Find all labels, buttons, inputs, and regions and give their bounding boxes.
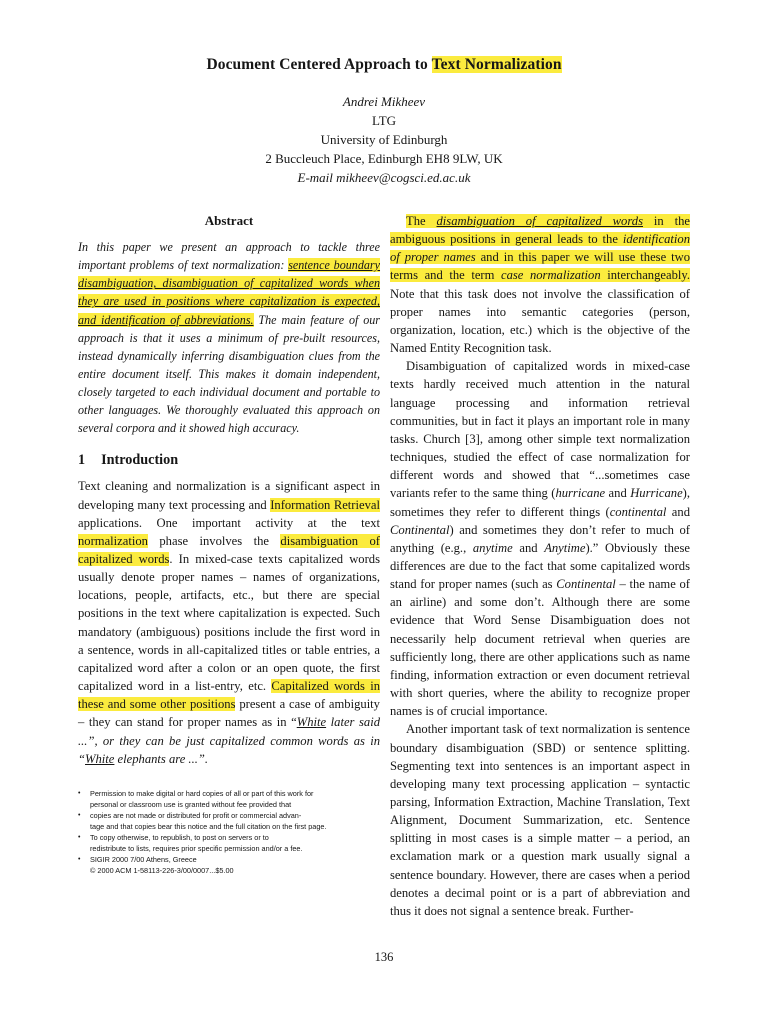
bullet-mark: • xyxy=(78,833,81,841)
highlight: identification of proper names xyxy=(390,232,690,265)
highlight: case normalization xyxy=(501,268,601,283)
example-text: later said ...”, or they can be just capitalized common words as in “ xyxy=(78,715,380,766)
footnote-line: Permission to make digital or hard copies of all or part of this work for xyxy=(90,788,314,798)
footnote-line: copies are not made or distributed for profit or commercial advan- xyxy=(90,810,302,820)
text-run: Note that this task does not involve the classification of proper names into semantic categories (person, organization, location, etc.) which is the objective of the Named Entity Recognition task. xyxy=(390,286,690,356)
author-name: Andrei Mikheev xyxy=(342,94,426,109)
footnote-line: tage and that copies bear this notice and the full citation on the first page. xyxy=(90,821,327,831)
text-run: present a case of ambiguity – they can stand for proper names as in “ xyxy=(78,697,380,730)
example-word: Continental xyxy=(390,522,450,537)
page-number: 136 xyxy=(374,950,394,964)
intro-paragraph xyxy=(78,477,380,768)
abstract-heading: Abstract xyxy=(204,213,254,228)
body-paragraph xyxy=(390,212,690,357)
affiliation-line: LTG xyxy=(371,113,397,128)
example-word: continental xyxy=(609,504,667,519)
highlight: disambiguation of capitalized words xyxy=(78,533,380,566)
example-word: White xyxy=(296,715,327,730)
text-run: applications. One important activity at the text xyxy=(78,515,380,530)
body-paragraph: Another important task of text normalization is sentence boundary disambiguation (SBD) or sentence splitting. Segmenting text into sentences is an important aspect in developing many text processing application – syntactic parsing, Information Extraction, Machine Translation, Text Alignment, Document Summarization, etc. Sentence splitting in most cases is a simple matter – a period, an exclamation mark or a question mark usually signal a sentence boundary. However, there are cases when a period denotes a decimal point or is a part of abbreviation and thus it does not signal a sentence break. Further- xyxy=(390,722,690,918)
author-email: E-mail mikheev@cogsci.ed.ac.uk xyxy=(297,170,471,185)
footnote-line: SIGIR 2000 7/00 Athens, Greece xyxy=(90,854,197,864)
text-run: and xyxy=(605,486,631,501)
footnote-line: redistribute to lists, requires prior specific permission and/or a fee. xyxy=(90,843,303,853)
highlight: disambiguation of capitalized words xyxy=(436,214,643,228)
text-run: – the name of an airline) and some don’t. Although there are some evidence that Word Sense Disambiguation does not necessarily help document retrieval when queries are sufficiently long, there are other applications such as name finding, information extraction or even document retrieval with short queries, where the ability to recognize proper names is of crucial importance. xyxy=(390,577,691,719)
title-text: Document Centered Approach to xyxy=(206,56,432,73)
example-word: Anytime xyxy=(544,540,586,555)
author-block xyxy=(0,92,768,187)
text-run: phase involves the xyxy=(147,533,281,548)
example-text: elephants are ...”. xyxy=(114,751,209,766)
abstract-text: The main feature of our approach is that it uses a minimum of pre-built resources, instead dynamically inferring disambiguation clues from the entire document itself. This makes it domain independent, closely targeted to each individual document and portable to other languages. We thoroughly evaluated this approach on several corpora and it showed high accuracy. xyxy=(78,312,380,436)
text-run: ).” Obviously these differences are due to the fact that some capitalized words stand for proper names (such as xyxy=(390,540,690,592)
text-run: Text cleaning and normalization is a significant aspect in developing many text processing and xyxy=(78,479,380,512)
footnote-line: personal or classroom use is granted without fee provided that xyxy=(90,799,292,809)
footnote-line: © 2000 ACM 1-58113-226-3/00/0007...$5.00 xyxy=(90,865,234,875)
section-heading xyxy=(78,451,380,469)
bullet-mark: • xyxy=(78,855,81,863)
text-run: and xyxy=(512,540,545,555)
paper-title xyxy=(0,56,768,74)
section-number: 1 xyxy=(78,452,86,469)
example-word: Hurricane xyxy=(630,486,683,501)
left-column xyxy=(78,212,380,876)
section-title: Introduction xyxy=(101,452,179,469)
highlight: normalization xyxy=(78,533,148,548)
affiliation-line: University of Edinburgh xyxy=(320,132,448,147)
highlight: Information Retrieval xyxy=(270,497,380,512)
text-run: and xyxy=(666,504,690,519)
example-word: hurricane xyxy=(555,486,606,501)
footnote-line: To copy otherwise, to republish, to post on servers or to xyxy=(90,832,269,842)
example-word: anytime xyxy=(472,540,513,555)
body-paragraph xyxy=(390,357,690,720)
example-word: White xyxy=(85,751,115,766)
highlight: The xyxy=(406,214,437,228)
highlight: interchangeably. xyxy=(600,268,690,283)
example-word: Continental xyxy=(556,577,616,592)
right-column xyxy=(390,212,690,920)
highlight: in the ambiguous positions in general leads to the xyxy=(390,214,691,247)
text-run: ) and sometimes they don’t refer to much of anything (e.g., xyxy=(390,522,690,555)
abstract-body xyxy=(78,238,380,437)
abstract-highlight: sentence boundary disambiguation, disambiguation of capitalized words when they are used in positions where capitalization is expected, and identification of abbreviations. xyxy=(78,258,381,327)
title-highlight: Text Normalization xyxy=(431,56,562,73)
highlight: and in this paper we will use these two terms and the term xyxy=(390,250,690,283)
bullet-mark: • xyxy=(78,789,81,797)
abstract-text: In this paper we present an approach to tackle three important problems of text normalization: xyxy=(78,240,380,273)
text-run: Disambiguation of capitalized words in mixed-case texts hardly received much attention in the natural language processing and information retrieval communities, but in fact it plays an important role in many tasks. Church [3], among other simple text normalization techniques, studied the effect of case normalization for different words and showed that “...sometimes case variants refer to the same thing ( xyxy=(390,359,690,501)
text-run: ), sometimes they refer to different things ( xyxy=(390,486,690,519)
bullet-mark: • xyxy=(78,811,81,819)
text-run: . In mixed-case texts capitalized words usually denote proper names – names of organizations, locations, people, artifacts, etc., but there are special positions in the text where capitalization is expected. Such mandatory (ambiguous) positions include the first word in a sentence, words in all-capitalized titles or table entries, a capitalized word after a colon or an open quote, the first capitalized word in a list-entry, etc. xyxy=(78,551,380,694)
copyright-footnote xyxy=(78,788,380,876)
highlight: Capitalized words in these and some other positions xyxy=(78,679,380,712)
affiliation-line: 2 Buccleuch Place, Edinburgh EH8 9LW, UK xyxy=(265,151,503,166)
